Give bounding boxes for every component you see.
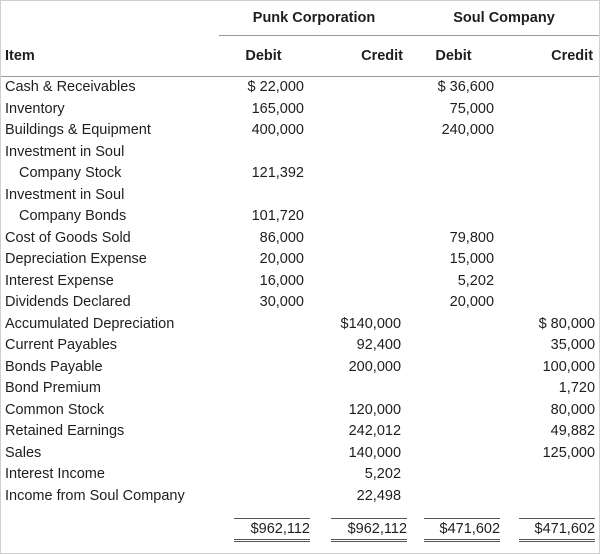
punk-credit-cell: 242,012 xyxy=(348,423,402,439)
soul-credit-cell: $ 80,000 xyxy=(538,315,596,332)
table-row xyxy=(1,228,599,250)
table-row xyxy=(1,378,599,400)
item-cell: Sales xyxy=(5,444,42,461)
soul-company-header: Soul Company xyxy=(409,1,599,36)
soul-debit-cell xyxy=(409,400,504,422)
punk-credit-cell xyxy=(314,249,409,271)
soul-debit-cell xyxy=(409,185,504,207)
table-row xyxy=(1,163,599,185)
soul-debit-cell: 5,202 xyxy=(457,272,495,289)
punk-debit-cell xyxy=(219,421,314,443)
punk-debit-cell xyxy=(219,357,314,379)
punk-credit-total-cell xyxy=(314,517,409,543)
soul-credit-cell xyxy=(504,206,599,228)
punk-credit-cell xyxy=(314,99,409,121)
item-cell: Income from Soul Company xyxy=(5,487,185,504)
soul-debit-total: $471,602 xyxy=(424,518,500,542)
punk-debit-cell xyxy=(219,185,314,207)
soul-debit-cell xyxy=(409,357,504,379)
punk-credit-cell xyxy=(314,378,409,400)
punk-debit-cell xyxy=(219,335,314,357)
soul-credit-total-cell xyxy=(504,517,599,543)
soul-credit-cell xyxy=(504,486,599,508)
blank-header-cell xyxy=(1,1,219,36)
soul-credit-cell xyxy=(504,185,599,207)
soul-credit-cell xyxy=(504,271,599,293)
item-cell: Interest Income xyxy=(5,466,105,482)
punk-debit-cell xyxy=(219,464,314,486)
soul-debit-cell: 15,000 xyxy=(449,251,495,267)
punk-debit-cell xyxy=(219,400,314,422)
punk-credit-cell xyxy=(314,271,409,293)
table-row xyxy=(1,421,599,443)
soul-debit-cell xyxy=(409,378,504,400)
soul-credit-total: $471,602 xyxy=(519,518,595,542)
item-cell: Company Bonds xyxy=(19,208,127,224)
soul-debit-cell: 240,000 xyxy=(441,122,495,138)
table-row xyxy=(1,357,599,379)
punk-debit-cell: $ 22,000 xyxy=(247,79,304,95)
soul-credit-cell xyxy=(504,99,599,121)
soul-credit-cell xyxy=(504,163,599,185)
soul-credit-header: Credit xyxy=(504,36,599,77)
table-row xyxy=(1,142,599,164)
soul-debit-cell: 75,000 xyxy=(449,100,495,117)
item-cell: Dividends Declared xyxy=(5,294,131,310)
soul-debit-header: Debit xyxy=(409,36,504,77)
punk-corporation-header: Punk Corporation xyxy=(219,1,409,36)
spacer-row xyxy=(1,507,599,517)
punk-credit-header: Credit xyxy=(314,36,409,77)
soul-debit-cell xyxy=(409,163,504,185)
punk-credit-cell: 5,202 xyxy=(364,466,402,482)
punk-debit-cell: 20,000 xyxy=(259,251,304,267)
company-header-row xyxy=(1,1,599,36)
table-row xyxy=(1,314,599,336)
punk-credit-cell: 120,000 xyxy=(348,401,402,418)
punk-debit-cell: 86,000 xyxy=(259,229,304,246)
table-row xyxy=(1,464,599,486)
soul-debit-cell xyxy=(409,443,504,465)
soul-debit-cell xyxy=(409,421,504,443)
punk-debit-cell xyxy=(219,378,314,400)
item-cell: Bond Premium xyxy=(5,380,101,396)
punk-debit-cell: 165,000 xyxy=(251,100,304,117)
table-row xyxy=(1,271,599,293)
item-column-header: Item xyxy=(1,36,219,77)
soul-credit-cell: 100,000 xyxy=(542,358,596,375)
table-row xyxy=(1,443,599,465)
soul-credit-cell xyxy=(504,228,599,250)
soul-debit-cell: 79,800 xyxy=(449,229,495,246)
column-header-row xyxy=(1,36,599,77)
soul-debit-cell xyxy=(409,142,504,164)
punk-debit-cell xyxy=(219,142,314,164)
punk-debit-cell xyxy=(219,314,314,336)
item-cell: Current Payables xyxy=(5,337,118,353)
soul-debit-cell xyxy=(409,486,504,508)
soul-debit-cell xyxy=(409,335,504,357)
table-body xyxy=(1,77,599,544)
soul-credit-cell: 125,000 xyxy=(542,444,596,461)
item-cell: Bonds Payable xyxy=(5,358,103,375)
soul-credit-cell xyxy=(504,142,599,164)
soul-credit-cell xyxy=(504,292,599,314)
trial-balance-table xyxy=(1,1,599,543)
soul-debit-total-cell xyxy=(409,517,504,543)
punk-credit-cell: 92,400 xyxy=(356,337,402,353)
table-row xyxy=(1,249,599,271)
item-cell: Inventory xyxy=(5,100,65,117)
punk-debit-cell: 121,392 xyxy=(251,165,304,181)
punk-debit-cell xyxy=(219,443,314,465)
item-cell: Cost of Goods Sold xyxy=(5,229,131,246)
table-row xyxy=(1,335,599,357)
item-cell: Company Stock xyxy=(19,165,122,181)
item-cell: Depreciation Expense xyxy=(5,251,147,267)
punk-debit-total-cell xyxy=(219,517,314,543)
soul-credit-cell xyxy=(504,120,599,142)
item-cell: Cash & Receivables xyxy=(5,79,136,95)
table-row xyxy=(1,486,599,508)
punk-debit-cell: 16,000 xyxy=(259,272,304,289)
soul-credit-cell: 35,000 xyxy=(550,337,596,353)
punk-credit-cell: 22,498 xyxy=(356,487,402,504)
punk-debit-cell: 30,000 xyxy=(259,294,304,310)
soul-credit-cell: 80,000 xyxy=(550,401,596,418)
item-cell: Investment in Soul xyxy=(5,143,125,160)
item-cell: Investment in Soul xyxy=(5,186,125,203)
punk-credit-cell xyxy=(314,185,409,207)
punk-credit-total: $962,112 xyxy=(331,518,407,542)
item-cell: Interest Expense xyxy=(5,272,114,289)
table-row xyxy=(1,120,599,142)
soul-credit-cell xyxy=(504,464,599,486)
table-row xyxy=(1,400,599,422)
punk-credit-cell xyxy=(314,163,409,185)
soul-credit-cell: 49,882 xyxy=(550,423,596,439)
table-row xyxy=(1,206,599,228)
table-row xyxy=(1,185,599,207)
table-row xyxy=(1,99,599,121)
soul-debit-cell xyxy=(409,314,504,336)
punk-credit-cell xyxy=(314,228,409,250)
punk-credit-cell: 140,000 xyxy=(348,444,402,461)
item-cell: Buildings & Equipment xyxy=(5,122,151,138)
soul-debit-cell: 20,000 xyxy=(449,294,495,310)
totals-row xyxy=(1,517,599,543)
soul-credit-cell xyxy=(504,249,599,271)
punk-debit-header: Debit xyxy=(219,36,314,77)
item-cell: Retained Earnings xyxy=(5,423,125,439)
punk-credit-cell xyxy=(314,292,409,314)
punk-debit-total: $962,112 xyxy=(234,518,310,542)
table-row xyxy=(1,77,599,99)
punk-credit-cell xyxy=(314,120,409,142)
item-cell: Accumulated Depreciation xyxy=(5,315,175,332)
soul-debit-cell xyxy=(409,206,504,228)
punk-debit-cell: 400,000 xyxy=(251,122,304,138)
totals-label-cell xyxy=(1,517,219,543)
soul-credit-cell xyxy=(504,77,599,99)
soul-credit-cell: 1,720 xyxy=(558,380,596,396)
punk-credit-cell xyxy=(314,142,409,164)
item-cell: Common Stock xyxy=(5,401,105,418)
punk-debit-cell xyxy=(219,486,314,508)
soul-debit-cell xyxy=(409,464,504,486)
punk-credit-cell xyxy=(314,206,409,228)
punk-credit-cell: $140,000 xyxy=(340,315,402,332)
punk-credit-cell: 200,000 xyxy=(348,358,402,375)
punk-credit-cell xyxy=(314,77,409,99)
soul-debit-cell: $ 36,600 xyxy=(437,79,495,95)
table-row xyxy=(1,292,599,314)
punk-debit-cell: 101,720 xyxy=(251,208,304,224)
